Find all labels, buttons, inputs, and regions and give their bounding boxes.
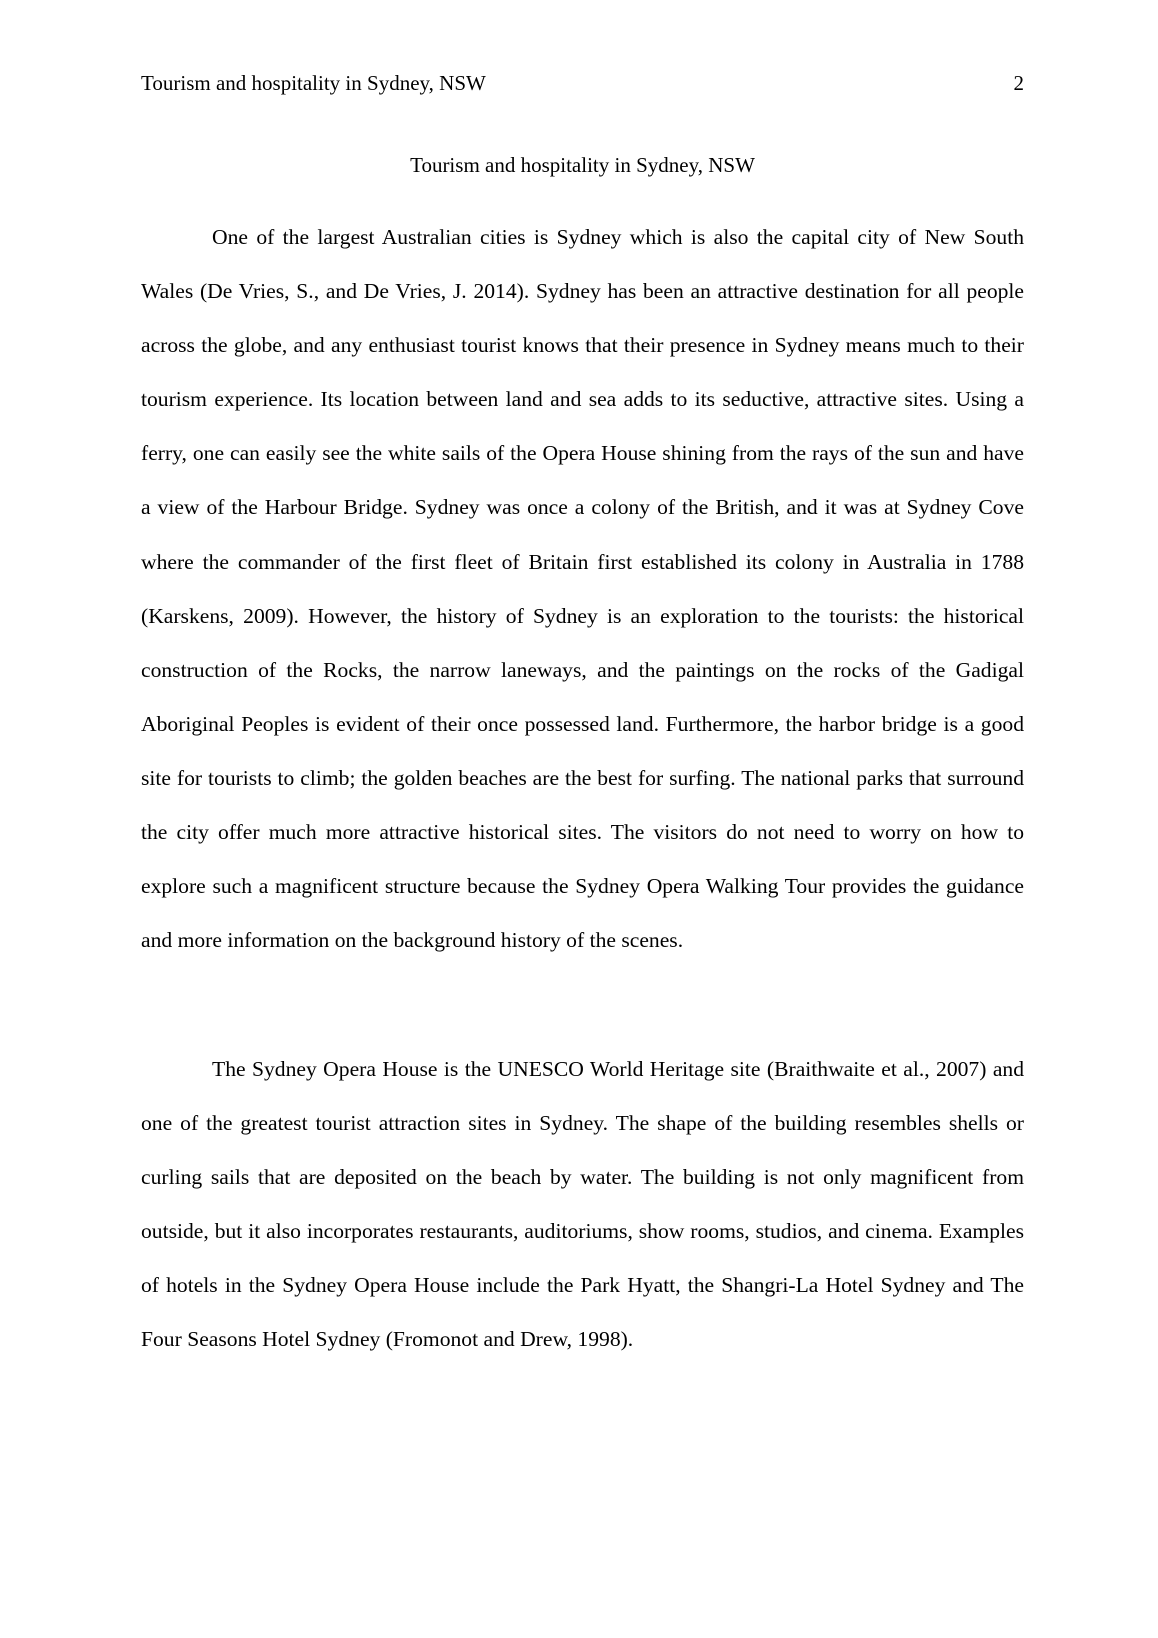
running-header-title: Tourism and hospitality in Sydney, NSW [141, 71, 486, 95]
body-paragraph-1: One of the largest Australian cities is Sydney which is also the capital city of New South Wales (De Vries, S., and De Vries, J. 2014). Sydney has been an attractive destination for all people across the globe, and any enthusiast tourist knows that their presence in Sydney means much to their tourism experience. Its location between land and sea adds to its seductive, attractive sites. Using a ferry, one can easily see the white sails of the Opera House shining from the rays of the sun and have a view of the Harbour Bridge. Sydney was once a colony of the British, and it was at Sydney Cove where the commander of the first fleet of Britain first established its colony in Australia in 1788 (Karskens, 2009). However, the history of Sydney is an exploration to the tourists: the historical construction of the Rocks, the narrow laneways, and the paintings on the rocks of the Gadigal Aboriginal Peoples is evident of their once possessed land. Furthermore, the harbor bridge is a good site for tourists to climb; the golden beaches are the best for surfing. The national parks that surround the city offer much more attractive historical sites. The visitors do not need to worry on how to explore such a magnificent structure because the Sydney Opera Walking Tour provides the guidance and more information on the background history of the scenes. [141, 225, 1024, 953]
running-header [141, 68, 1024, 98]
document-title: Tourism and hospitality in Sydney, NSW [410, 153, 755, 177]
page-number: 2 [1013, 71, 1024, 95]
body-paragraph-2: The Sydney Opera House is the UNESCO World Heritage site (Braithwaite et al., 2007) and one of the greatest tourist attraction sites in Sydney. The shape of the building resembles shells or curling sails that are deposited on the beach by water. The building is not only magnificent from outside, but it also incorporates restaurants, auditoriums, show rooms, studios, and cinema. Examples of hotels in the Sydney Opera House include the Park Hyatt, the Shangri-La Hotel Sydney and The Four Seasons Hotel Sydney (Fromonot and Drew, 1998). [141, 1057, 1024, 1352]
